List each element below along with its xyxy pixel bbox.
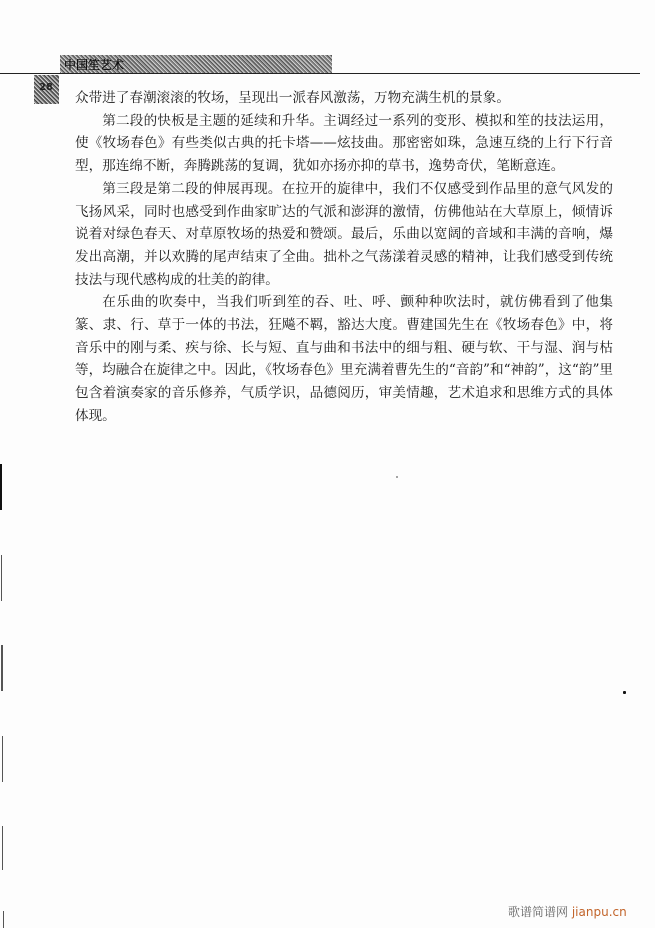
scan-edge-mark xyxy=(3,911,4,928)
paragraph: 在乐曲的吹奏中，当我们听到笙的吞、吐、呼、颤种种吹法时，就仿佛看到了他集篆、隶、行、草于一体的书法，狂飚不羁，豁达大度。曹建国先生在《牧场春色》中，将音乐中的刚与柔、疾与徐、长与短、直与曲和书法中的细与粗、硬与软、干与湿、润与枯等，均融合在旋律之中。因此，《牧场春色》里充满着曹先生的“音韵”和“神韵”，这“韵”里包含着演奏家的音乐修养，气质学识，品德阅历，审美情趣，艺术追求和思维方式的具体体现。 xyxy=(75,294,613,424)
scan-speck xyxy=(396,476,398,478)
paragraph: 第二段的快板是主题的延续和升华。主调经过一系列的变形、模拟和笙的技法运用，使《牧场春色》有些类似古典的托卡塔——炫技曲。那密密如珠，急速互绕的上行下行音型，那连绵不断，奔腾跳荡的复调，犹如亦扬亦抑的草书，逸势奇伏，笔断意连。 xyxy=(75,112,613,175)
paragraph: 第三段是第二段的伸展再现。在拉开的旋律中，我们不仅感受到作品里的意气风发的飞扬风采，同时也感受到作曲家旷达的气派和澎湃的激情，仿佛他站在大草原上，倾情诉说着对绿色春天、对草原牧场的热爱和赞颂。最后，乐曲以宽阔的音域和丰满的音响，爆发出高潮，并以欢腾的尾声结束了全曲。拙朴之气荡漾着灵感的精神，让我们感受到传统技法与现代感构成的壮美的韵律。 xyxy=(75,180,613,288)
scan-edge-mark xyxy=(2,826,3,870)
scan-edge-mark xyxy=(2,736,3,782)
book-title: 中国笙艺术 xyxy=(64,58,125,72)
scan-edge-mark xyxy=(1,645,3,691)
scan-speck xyxy=(623,691,626,694)
page-number: 28 xyxy=(39,82,53,93)
watermark-name: 歌谱简谱网 xyxy=(508,905,569,919)
watermark xyxy=(508,903,627,920)
watermark-site: jianpu.cn xyxy=(571,905,627,919)
paragraph: 众带进了春潮滚滚的牧场，呈现出一派春风激荡，万物充满生机的景象。 xyxy=(75,90,510,106)
page-number-box xyxy=(34,75,59,104)
scan-edge-mark xyxy=(0,464,2,510)
header-rule xyxy=(0,73,640,74)
body-text xyxy=(75,87,613,428)
header-banner xyxy=(60,55,332,73)
scan-edge-mark xyxy=(1,555,2,601)
